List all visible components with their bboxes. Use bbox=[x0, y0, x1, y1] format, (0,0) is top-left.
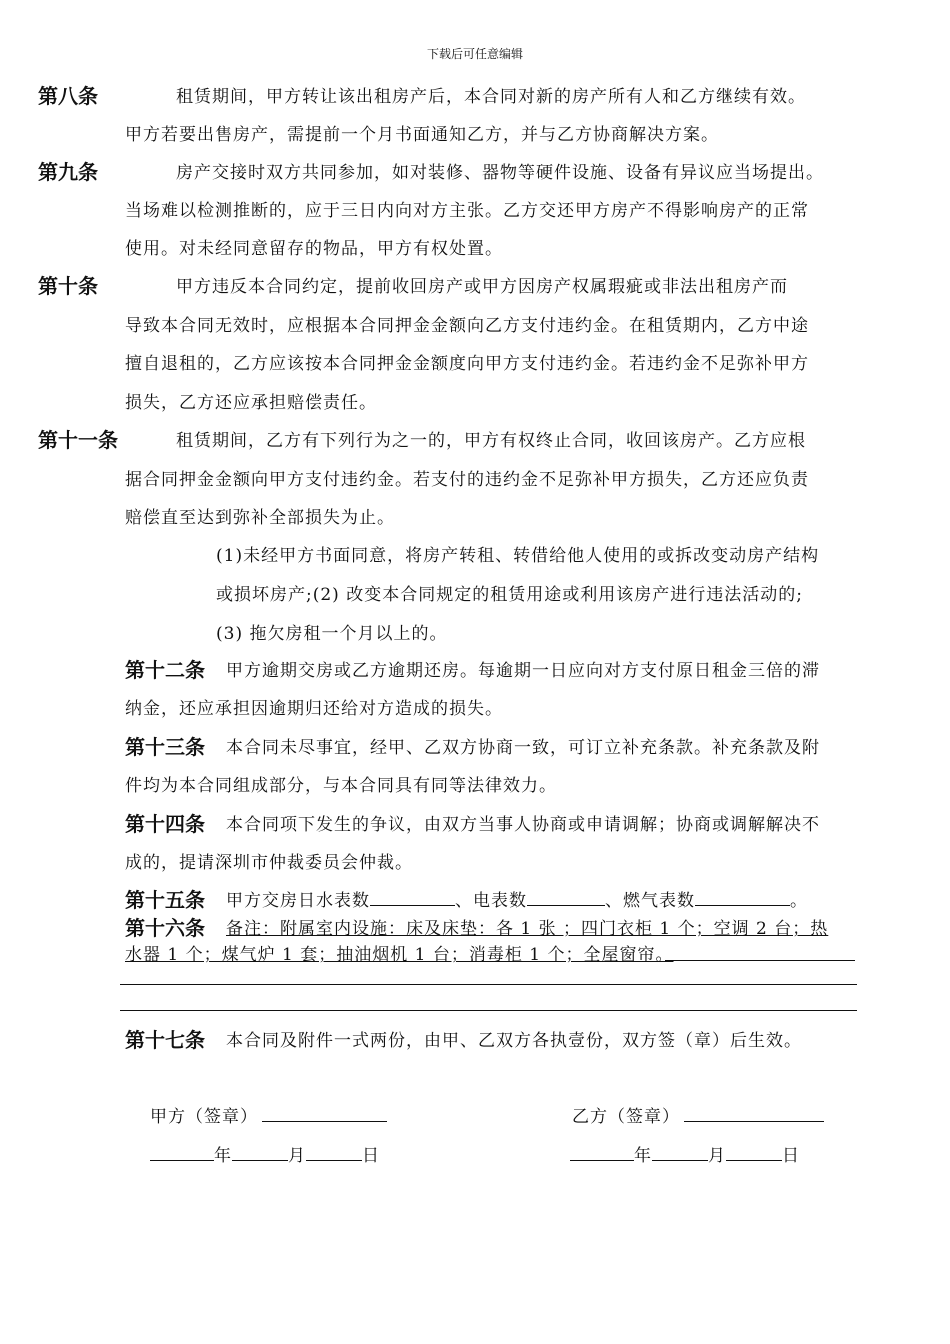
article-15-end-mark: 。 bbox=[790, 891, 808, 911]
article-13-heading: 第十三条 bbox=[125, 735, 205, 759]
party-a-year-label: 年 bbox=[214, 1146, 232, 1166]
article-9-line-3: 使用。对未经同意留存的物品，甲方有权处置。 bbox=[125, 239, 503, 259]
gas-meter-label: 、燃气表数 bbox=[605, 891, 695, 911]
article-10-line-3: 擅自退租的，乙方应该按本合同押金金额度向甲方支付违约金。若违约金不足弥补甲方 bbox=[125, 354, 809, 374]
article-12-line-2: 纳金，还应承担因逾期归还给对方造成的损失。 bbox=[125, 699, 503, 719]
party-b-signature bbox=[572, 1102, 824, 1127]
party-b-day-blank[interactable] bbox=[726, 1144, 782, 1161]
article-11-item-3: (3) 拖欠房租一个月以上的。 bbox=[216, 624, 448, 644]
article-16-line-2: 水器 1 个；煤气炉 1 套；抽油烟机 1 台；消毒柜 1 个；全屋窗帘。 bbox=[125, 945, 674, 965]
article-10-line-4: 损失，乙方还应承担赔偿责任。 bbox=[125, 393, 377, 413]
article-11-item-1b: 或损坏房产;(2) 改变本合同规定的租赁用途或利用该房产进行违法活动的; bbox=[216, 585, 803, 605]
article-11-line-3: 赔偿直至达到弥补全部损失为止。 bbox=[125, 508, 395, 528]
party-a-signature bbox=[150, 1102, 387, 1127]
party-b-year-label: 年 bbox=[634, 1146, 652, 1166]
party-b-sign-blank[interactable] bbox=[684, 1105, 824, 1122]
article-9-line-2: 当场难以检测推断的，应于三日内向对方主张。乙方交还甲方房产不得影响房产的正常 bbox=[125, 201, 809, 221]
party-b-year-blank[interactable] bbox=[570, 1144, 634, 1161]
article-9-line-1: 房产交接时双方共同参加，如对装修、器物等硬件设施、设备有异议应当场提出。 bbox=[176, 163, 824, 183]
party-a-sign-blank[interactable] bbox=[262, 1105, 387, 1122]
party-b-month-blank[interactable] bbox=[652, 1144, 708, 1161]
article-11-line-1: 租赁期间，乙方有下列行为之一的，甲方有权终止合同，收回该房产。乙方应根 bbox=[176, 431, 806, 451]
party-b-label: 乙方（签章） bbox=[572, 1107, 680, 1127]
article-10-line-1: 甲方违反本合同约定，提前收回房产或甲方因房产权属瑕疵或非法出租房产而 bbox=[176, 277, 788, 297]
article-10-heading: 第十条 bbox=[38, 274, 98, 298]
blank-rule-1 bbox=[120, 984, 857, 985]
article-15-heading: 第十五条 bbox=[125, 888, 205, 912]
party-a-date bbox=[150, 1141, 380, 1166]
party-a-year-blank[interactable] bbox=[150, 1144, 214, 1161]
gas-meter-blank[interactable] bbox=[695, 889, 790, 906]
article-14-line-2: 成的，提请深圳市仲裁委员会仲裁。 bbox=[125, 853, 413, 873]
article-10-line-2: 导致本合同无效时，应根据本合同押金金额向乙方支付违约金。在租赁期内，乙方中途 bbox=[125, 316, 809, 336]
article-16-heading: 第十六条 bbox=[125, 916, 205, 940]
party-a-label: 甲方（签章） bbox=[150, 1107, 258, 1127]
party-b-date bbox=[570, 1141, 800, 1166]
article-14-heading: 第十四条 bbox=[125, 812, 205, 836]
article-16-line-1: 备注：附属室内设施：床及床垫：各 1 张 ；四门衣柜 1 个；空调 2 台；热 bbox=[226, 919, 829, 939]
article-14-line-1: 本合同项下发生的争议，由双方当事人协商或申请调解；协商或调解解决不 bbox=[226, 815, 820, 835]
article-11-item-1a: (1)未经甲方书面同意，将房产转租、转借给他人使用的或拆改变动房产结构 bbox=[216, 546, 820, 566]
electric-meter-label: 、电表数 bbox=[455, 891, 527, 911]
article-12-heading: 第十二条 bbox=[125, 658, 205, 682]
article-11-heading: 第十一条 bbox=[38, 428, 118, 452]
party-a-day-label: 日 bbox=[362, 1146, 380, 1166]
article-16-line-2-fill bbox=[665, 960, 855, 961]
party-b-day-label: 日 bbox=[782, 1146, 800, 1166]
article-8-heading: 第八条 bbox=[38, 84, 98, 108]
article-13-line-1: 本合同未尽事宜，经甲、乙双方协商一致，可订立补充条款。补充条款及附 bbox=[226, 738, 820, 758]
electric-meter-blank[interactable] bbox=[527, 889, 605, 906]
article-8-line-1: 租赁期间，甲方转让该出租房产后，本合同对新的房产所有人和乙方继续有效。 bbox=[176, 87, 806, 107]
article-9-heading: 第九条 bbox=[38, 160, 98, 184]
party-a-day-blank[interactable] bbox=[306, 1144, 362, 1161]
article-11-line-2: 据合同押金金额向甲方支付违约金。若支付的违约金不足弥补甲方损失，乙方还应负责 bbox=[125, 470, 809, 490]
party-b-month-label: 月 bbox=[708, 1146, 726, 1166]
article-12-line-1: 甲方逾期交房或乙方逾期还房。每逾期一日应向对方支付原日租金三倍的滞 bbox=[226, 661, 820, 681]
article-15-meter-line bbox=[226, 886, 808, 911]
party-a-month-blank[interactable] bbox=[232, 1144, 288, 1161]
water-meter-blank[interactable] bbox=[370, 889, 455, 906]
article-13-line-2: 件均为本合同组成部分，与本合同具有同等法律效力。 bbox=[125, 776, 557, 796]
party-a-month-label: 月 bbox=[288, 1146, 306, 1166]
header-note: 下载后可任意编辑 bbox=[426, 47, 523, 61]
article-17-line-1: 本合同及附件一式两份，由甲、乙双方各执壹份，双方签（章）后生效。 bbox=[226, 1031, 802, 1051]
water-meter-label: 甲方交房日水表数 bbox=[226, 891, 370, 911]
article-17-heading: 第十七条 bbox=[125, 1028, 205, 1052]
blank-rule-2 bbox=[120, 1010, 857, 1011]
article-8-line-2: 甲方若要出售房产，需提前一个月书面通知乙方，并与乙方协商解决方案。 bbox=[125, 125, 719, 145]
